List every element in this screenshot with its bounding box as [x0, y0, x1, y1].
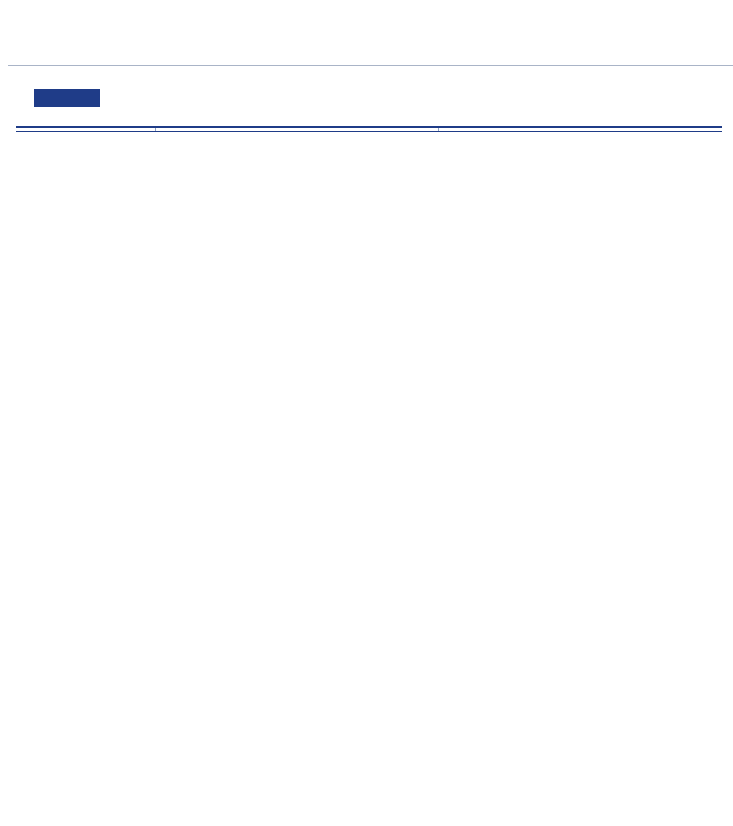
column-header-safety: [438, 127, 722, 132]
column-header-efficacy: [155, 127, 438, 132]
column-header-drug: [16, 127, 155, 132]
table-label: [34, 89, 100, 107]
evidence-table: [16, 126, 722, 132]
header-divider: [8, 65, 733, 66]
table-header-row: [16, 127, 722, 132]
